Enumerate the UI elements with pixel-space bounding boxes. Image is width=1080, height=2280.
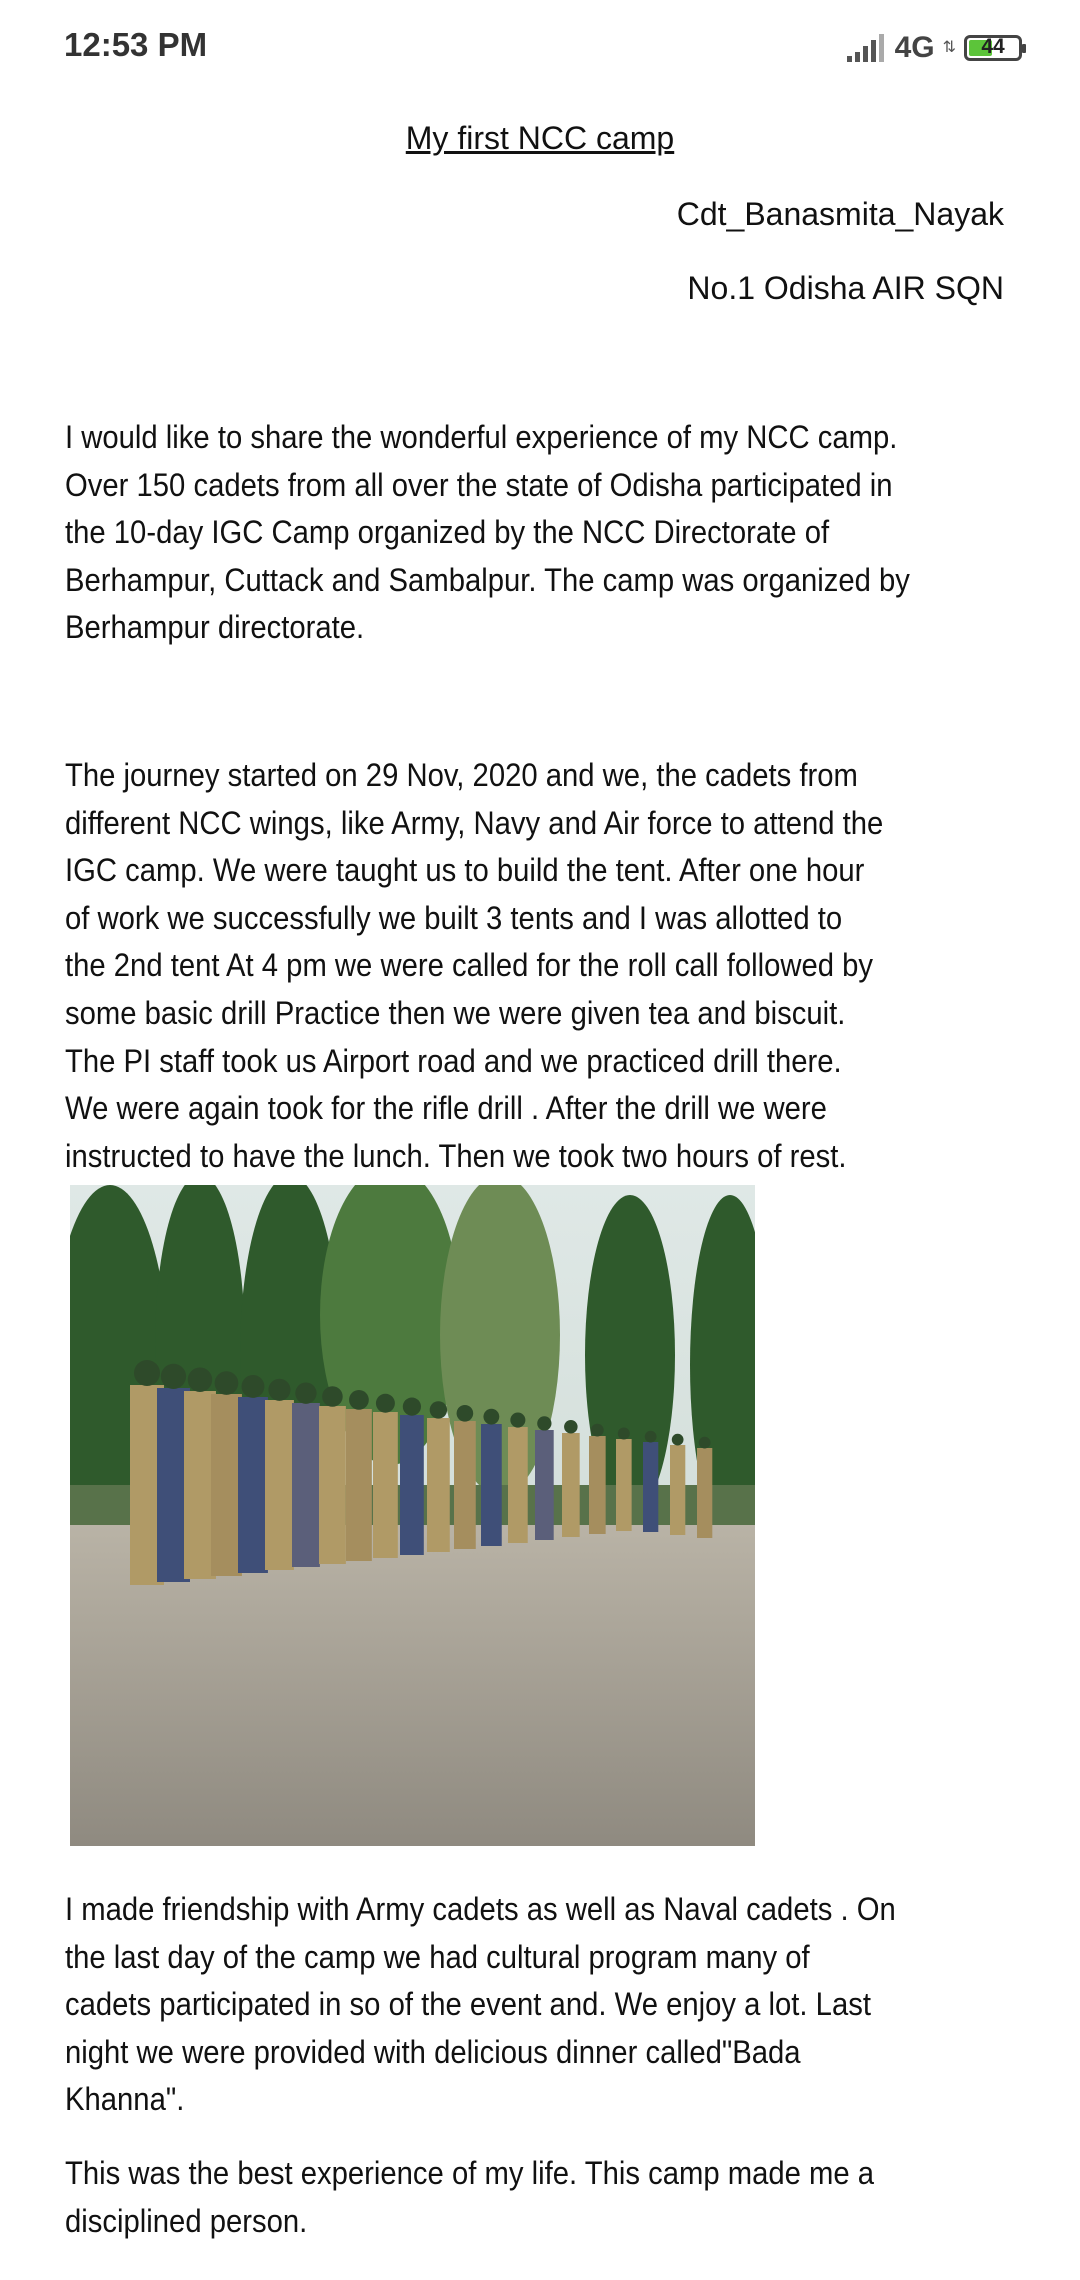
- cadet-head: [645, 1431, 657, 1443]
- network-type: 4G: [894, 31, 935, 64]
- cadet-figure: [373, 1412, 398, 1558]
- cadet-figure: [697, 1448, 712, 1538]
- cadet-head: [376, 1394, 395, 1413]
- text-line: The journey started on 29 Nov, 2020 and we, the cadets from: [65, 757, 858, 793]
- text-line: Berhampur, Cuttack and Sambalpur. The camp was organized by: [65, 561, 910, 598]
- cadet-head: [215, 1371, 239, 1395]
- cadet-head: [430, 1401, 447, 1418]
- status-time: 12:53 PM: [64, 26, 208, 63]
- cadet-head: [188, 1368, 212, 1392]
- cadet-figure: [265, 1400, 294, 1570]
- cadet-figure: [589, 1436, 606, 1534]
- cadet-head: [564, 1420, 578, 1434]
- cadet-figure: [508, 1427, 528, 1543]
- cadet-head: [672, 1434, 684, 1446]
- cadet-head: [403, 1398, 421, 1416]
- text-line: night we were provided with delicious dinner called"Bada: [65, 2033, 801, 2070]
- cadet-figure: [643, 1442, 658, 1532]
- cadet-head: [322, 1386, 343, 1407]
- cadet-head: [242, 1375, 265, 1398]
- cadet-head: [699, 1437, 711, 1449]
- text-line: instructed to have the lunch. Then we took two hours of rest.: [65, 1137, 847, 1174]
- paragraph-1: [65, 414, 910, 652]
- text-line: IGC camp. We were taught us to build the tent. After one hour: [65, 852, 865, 889]
- document-title: My first NCC camp: [405, 120, 675, 156]
- cadet-figure: [292, 1403, 320, 1567]
- data-arrows-icon: ⇅: [942, 39, 956, 56]
- cadet-figure: [427, 1418, 450, 1552]
- paragraph-3: [65, 1886, 896, 2124]
- text-line: I made friendship with Army cadets as well as Naval cadets . On: [65, 1891, 896, 1927]
- text-line: the 2nd tent At 4 pm we were called for the roll call followed by: [65, 947, 874, 984]
- cadet-figure: [346, 1409, 372, 1561]
- unit-name: No.1 Odisha AIR SQN: [687, 270, 1004, 306]
- cadet-head: [591, 1424, 604, 1437]
- text-line: the last day of the camp we had cultural program many of: [65, 1938, 810, 1975]
- camp-photo: [70, 1185, 755, 1846]
- text-line: Khanna".: [65, 2081, 185, 2118]
- text-line: Over 150 cadets from all over the state of Odisha participated in: [65, 466, 893, 503]
- text-line: different NCC wings, like Army, Navy and Air force to attend the: [65, 804, 884, 841]
- text-line: I would like to share the wonderful experience of my NCC camp.: [65, 419, 898, 455]
- cadet-figure: [319, 1406, 346, 1564]
- author-name: Cdt_Banasmita_Nayak: [676, 196, 1004, 232]
- cadet-head: [268, 1379, 290, 1401]
- cadet-figure: [400, 1415, 424, 1555]
- text-line: some basic drill Practice then we were given tea and biscuit.: [65, 994, 846, 1031]
- paragraph-4: [65, 2150, 874, 2245]
- battery-icon: [964, 35, 1022, 61]
- cadet-figure: [670, 1445, 685, 1535]
- signal-icon: [847, 32, 887, 64]
- cadet-figure: [616, 1439, 632, 1531]
- cadet-figure: [481, 1424, 502, 1546]
- text-line: The PI staff took us Airport road and we practiced drill there.: [65, 1042, 842, 1079]
- cadet-figure: [211, 1394, 242, 1576]
- text-line: of work we successfully we built 3 tents and I was allotted to: [65, 899, 843, 936]
- cadet-head: [537, 1416, 551, 1430]
- cadet-head: [161, 1364, 186, 1389]
- cadet-figure: [238, 1397, 268, 1573]
- cadet-head: [457, 1405, 474, 1422]
- cadet-head: [618, 1428, 630, 1440]
- text-line: This was the best experience of my life. This camp made me a: [65, 2155, 875, 2191]
- text-line: disciplined person.: [65, 2202, 308, 2239]
- cadet-head: [483, 1409, 499, 1425]
- text-line: We were again took for the rifle drill . After the drill we were: [65, 1090, 827, 1127]
- cadet-head: [349, 1390, 369, 1410]
- text-line: the 10-day IGC Camp organized by the NCC Directorate of: [65, 514, 830, 551]
- cadet-figure: [562, 1433, 580, 1537]
- status-bar: [0, 0, 1080, 95]
- cadet-head: [134, 1360, 160, 1386]
- cadet-head: [510, 1413, 525, 1428]
- cadet-figure: [454, 1421, 476, 1549]
- text-line: Berhampur directorate.: [65, 609, 365, 646]
- battery-percent: 44: [981, 35, 1005, 58]
- cadet-figure: [535, 1430, 554, 1540]
- paragraph-2: [65, 752, 883, 1180]
- cadet-head: [295, 1383, 316, 1404]
- text-line: cadets participated in so of the event and. We enjoy a lot. Last: [65, 1986, 871, 2023]
